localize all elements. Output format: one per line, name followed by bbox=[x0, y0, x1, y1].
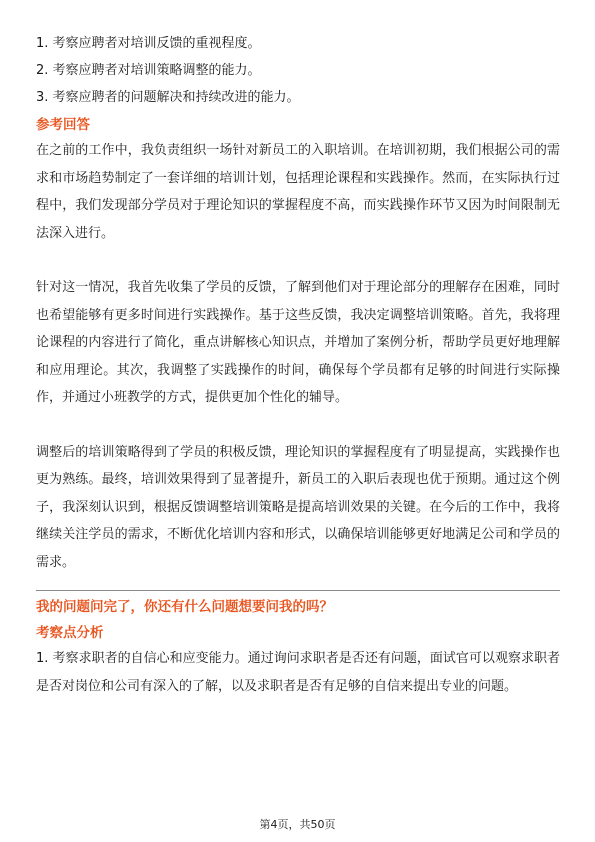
answer-paragraph: 在之前的工作中，我负责组织一场针对新员工的入职培训。在培训初期，我们根据公司的需求和市场趋势制定了一套详细的培训计划，包括理论课程和实践操作。然而，在实际执行过程中，我们发现部分学员对于理论知识的掌握程度不高，而实践操作环节又因为时间限制无法深入进行。 bbox=[36, 143, 560, 241]
analysis-paragraph: 1. 考察求职者的自信心和应变能力。通过询问求职者是否还有问题，面试官可以观察求职者是否对岗位和公司有深入的了解，以及求职者是否有足够的自信来提出专业的问题。 bbox=[36, 651, 560, 694]
answer-paragraph: 针对这一情况，我首先收集了学员的反馈，了解到他们对于理论部分的理解存在困难，同时也希望能够有更多时间进行实践操作。基于这些反馈，我决定调整培训策略。首先，我将理论课程的内容进行了简化，重点讲解核心知识点，并增加了案例分析，帮助学员更好地理解和应用理论。其次，我调整了实践操作的时间，确保每个学员都有足够的时间进行实际操作，并通过小班教学的方式，提供更加个性化的辅导。 bbox=[36, 280, 560, 405]
analysis-heading: 考察点分析 bbox=[36, 625, 104, 641]
paragraph-gap bbox=[36, 247, 560, 274]
page-footer: 第4页，共50页 bbox=[259, 818, 336, 831]
answer-heading: 参考回答 bbox=[36, 117, 90, 133]
paragraph-gap bbox=[36, 412, 560, 439]
list-item: 3. 考察应聘者的问题解决和持续改进的能力。 bbox=[36, 90, 300, 105]
document-page bbox=[36, 30, 560, 700]
list-item: 1. 考察应聘者对培训反馈的重视程度。 bbox=[36, 36, 261, 51]
list-item: 2. 考察应聘者对培训策略调整的能力。 bbox=[36, 63, 261, 78]
next-question-heading: 我的问题问完了，你还有什么问题想要问我的吗？ bbox=[36, 590, 560, 619]
answer-paragraph: 调整后的培训策略得到了学员的积极反馈，理论知识的掌握程度有了明显提高，实践操作也更为熟练。最终，培训效果得到了显著提升，新员工的入职后表现也优于预期。通过这个例子，我深刻认识到，根据反馈调整培训策略是提高培训效果的关键。在今后的工作中，我将继续关注学员的需求，不断优化培训内容和形式，以确保培训能够更好地满足公司和学员的需求。 bbox=[36, 444, 560, 570]
